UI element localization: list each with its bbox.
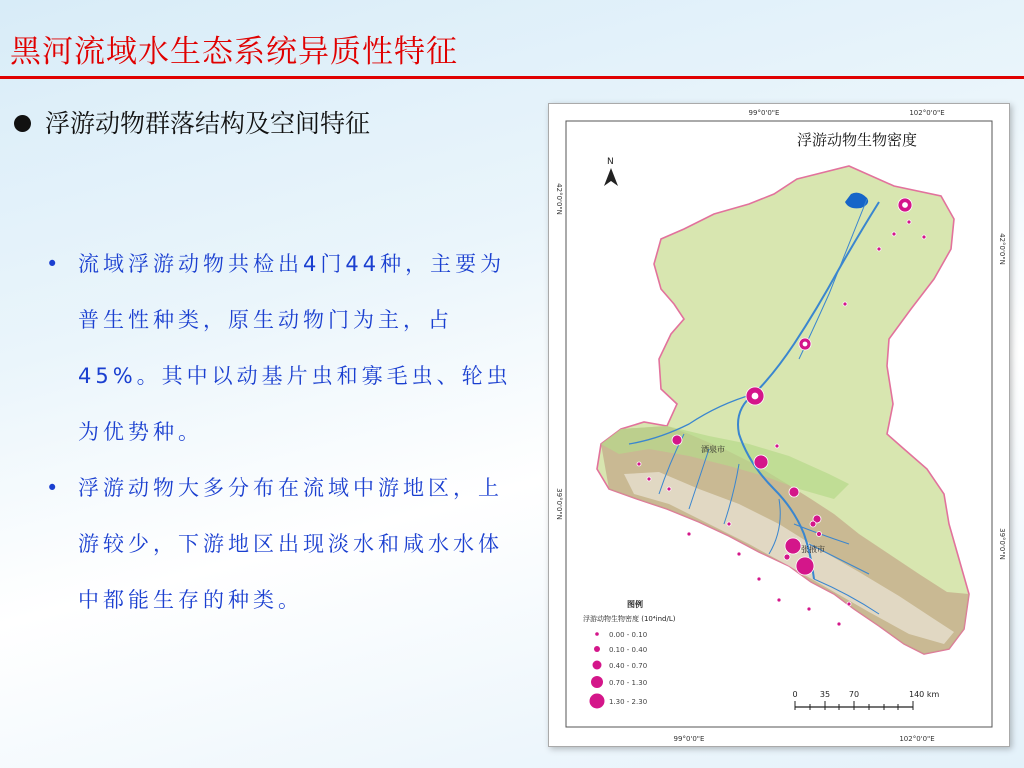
legend-class: 1.30 - 2.30 (609, 698, 648, 706)
bullet-marker: • (46, 476, 63, 500)
density-point (784, 554, 790, 560)
density-point (647, 477, 651, 481)
density-point (807, 607, 811, 611)
slide-title: 黑河流域水生态系统异质性特征 (10, 34, 458, 70)
map-figure (548, 103, 1010, 747)
density-point (754, 455, 768, 469)
density-point (810, 521, 816, 527)
section-heading-text: 浮游动物群落结构及空间特征 (45, 109, 371, 138)
title-bar (0, 0, 1024, 80)
legend-class: 0.40 - 0.70 (609, 662, 648, 670)
coord-left-lower: 39°0'0"N (555, 488, 563, 520)
coord-right-upper: 42°0'0"N (998, 233, 1006, 265)
density-point (922, 235, 926, 239)
density-point-center (803, 342, 807, 346)
title-underline (0, 76, 1024, 79)
legend-symbol (594, 646, 600, 652)
city-zhangye: 张掖市 (801, 545, 825, 554)
density-point (687, 532, 691, 536)
map-svg (549, 104, 1009, 746)
density-point (843, 302, 847, 306)
bullet-list (46, 236, 516, 628)
density-point (837, 622, 841, 626)
coord-bottom-left: 99°0'0"E (673, 735, 705, 743)
coord-left-upper: 42°0'0"N (555, 183, 563, 215)
legend-class: 0.00 - 0.10 (609, 631, 648, 639)
bullet-text: 流域浮游动物共检出4门44种，主要为普生性种类，原生动物门为主，占45%。其中以动基片虫和寡毛虫、轮虫为优势种。 (78, 252, 512, 444)
density-point (667, 487, 671, 491)
density-point (777, 598, 781, 602)
city-jiuquan: 酒泉市 (701, 445, 725, 454)
section-heading (14, 104, 370, 140)
bullet-text: 浮游动物大多分布在流域中游地区，上游较少，下游地区出现淡水和咸水水体中都能生存的种类。 (78, 476, 503, 612)
density-point (907, 220, 911, 224)
density-point (796, 557, 814, 575)
north-arrow-label: N (607, 157, 614, 167)
map-title: 浮游动物生物密度 (797, 131, 918, 149)
legend-class: 0.70 - 1.30 (609, 679, 648, 687)
legend-class: 0.10 - 0.40 (609, 646, 648, 654)
bullet-item (46, 236, 516, 460)
coord-top-right: 102°0'0"E (909, 109, 945, 117)
legend-title: 图例 (627, 600, 643, 609)
legend-symbol (593, 661, 602, 670)
legend-symbol (591, 676, 603, 688)
density-point (757, 577, 761, 581)
coord-right-lower: 39°0'0"N (998, 528, 1006, 560)
density-point (637, 462, 641, 466)
coord-bottom-right: 102°0'0"E (899, 735, 935, 743)
bullet-dot-icon (14, 115, 31, 132)
coord-top-left: 99°0'0"E (748, 109, 780, 117)
scale-label: 0 (792, 690, 798, 699)
bullet-marker: • (46, 252, 63, 276)
density-point (727, 522, 731, 526)
legend-symbol (590, 694, 605, 709)
density-point (817, 532, 822, 537)
bullet-item (46, 460, 516, 628)
density-point (672, 435, 682, 445)
density-point (775, 444, 779, 448)
density-point (737, 552, 741, 556)
scale-label: 35 (819, 690, 831, 699)
density-point (789, 487, 799, 497)
legend-symbol (595, 632, 599, 636)
density-point (892, 232, 896, 236)
density-point (877, 247, 881, 251)
density-point-center (903, 203, 908, 208)
density-point (785, 538, 801, 554)
density-point (847, 602, 851, 606)
density-point-center (752, 393, 758, 399)
scale-label: 140 km (909, 690, 940, 699)
scale-label: 70 (848, 690, 860, 699)
legend-subtitle: 浮游动物生物密度 (10⁴ind/L) (583, 615, 676, 623)
